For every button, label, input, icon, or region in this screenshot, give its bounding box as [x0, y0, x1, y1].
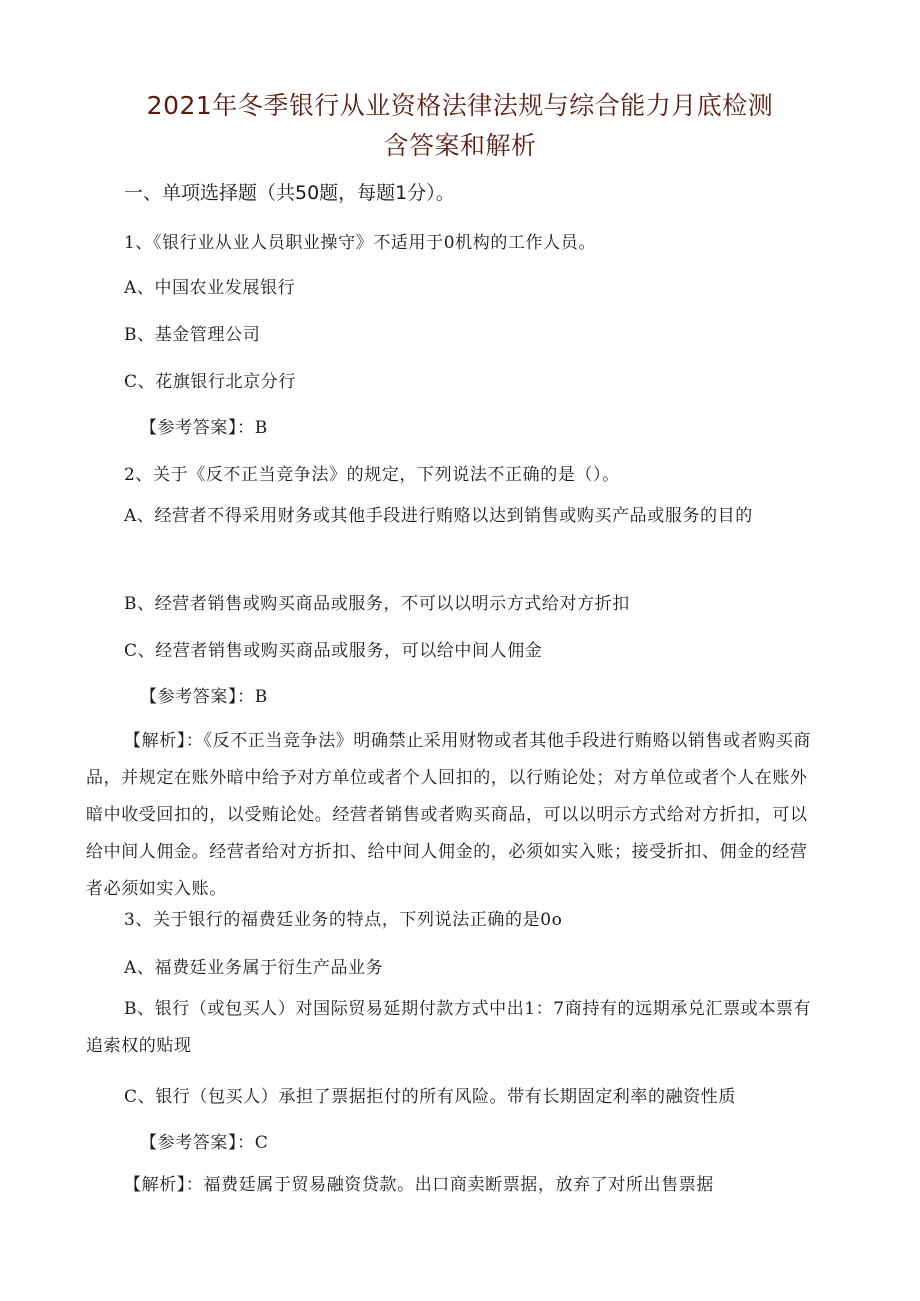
question-1-option-b: B、基金管理公司 — [124, 325, 261, 345]
question-2-analysis: 【解析】：《反不正当竞争法》明确禁止采用财物或者其他手段进行贿赂以销售或者购买商品，并规定在账外暗中给予对方单位或者个人回扣的，以行贿论处；对方单位或者个人在账外暗中收受回扣的，以受贿论处。经营者销售或者购买商品，可以以明示方式给对方折扣，可以给中间人佣金。经营者给对方折扣、给中间人佣金的，必须如实入账；接受折扣、佣金的经营者必须如实入账。 — [86, 731, 811, 899]
question-2-option-b: B、经营者销售或购买商品或服务，不可以以明示方式给对方折扣 — [124, 594, 630, 614]
question-1-option-c: C、花旗银行北京分行 — [124, 372, 297, 392]
section-heading: 一、单项选择题（共50题，每题1分）。 — [124, 182, 455, 204]
question-3-option-a: A、福费廷业务属于衍生产品业务 — [124, 958, 384, 978]
question-2-answer: 【参考答案】：B — [140, 687, 268, 707]
question-1-answer: 【参考答案】：B — [140, 418, 268, 438]
question-3-stem: 3、关于银行的福费廷业务的特点，下列说法正确的是0o — [124, 910, 563, 930]
question-3-answer: 【参考答案】：C — [140, 1133, 269, 1153]
question-3-option-c: C、银行（包买人）承担了票据拒付的所有风险。带有长期固定利率的融资性质 — [124, 1087, 737, 1107]
document-title-line2: 含答案和解析 — [383, 131, 537, 160]
document-title-line1: 2021年冬季银行从业资格法律法规与综合能力月底检测 — [146, 91, 774, 120]
question-1-option-a: A、中国农业发展银行 — [124, 278, 296, 298]
question-2-stem: 2、关于《反不正当竞争法》的规定，下列说法不正确的是（）。 — [124, 465, 620, 485]
question-3-option-b: B、银行（或包买人）对国际贸易延期付款方式中出1：7商持有的远期承兑汇票或本票有追索权的贴现 — [86, 999, 812, 1056]
question-2-option-a: A、经营者不得采用财务或其他手段进行贿赂以达到销售或购买产品或服务的目的 — [124, 506, 753, 526]
question-3-analysis: 【解析】：福费廷属于贸易融资贷款。出口商卖断票据，放弃了对所出售票据 — [124, 1175, 714, 1195]
question-1-stem: 1、《银行业从业人员职业操守》不适用于0机构的工作人员。 — [124, 233, 596, 253]
question-2-option-c: C、经营者销售或购买商品或服务，可以给中间人佣金 — [124, 641, 543, 661]
